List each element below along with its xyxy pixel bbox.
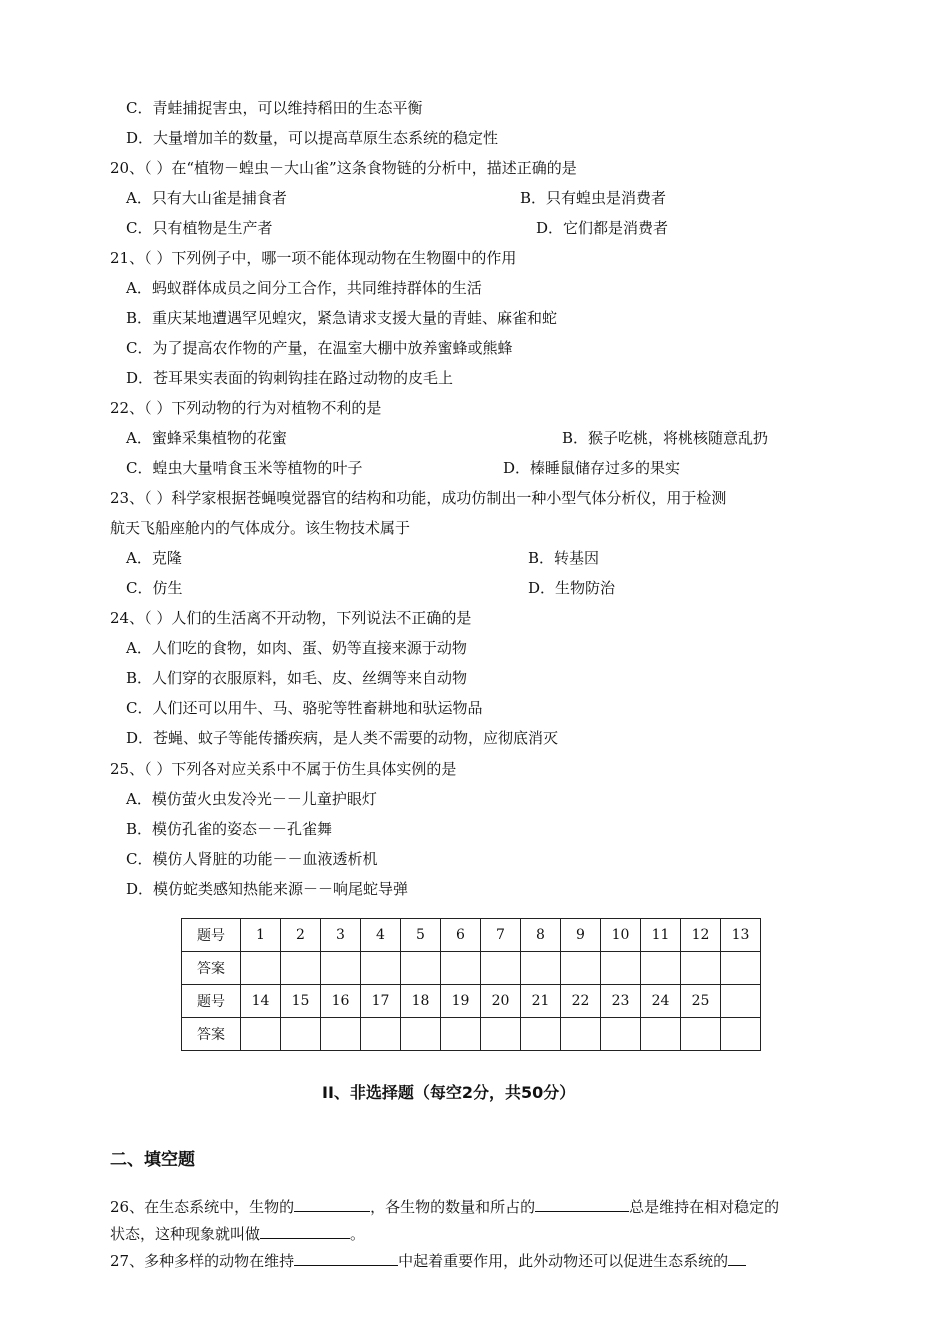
table-row — [182, 1018, 761, 1051]
answer-cell[interactable] — [641, 1018, 681, 1051]
answer-cell[interactable] — [361, 1018, 401, 1051]
row-label-answer: 答案 — [182, 1018, 241, 1051]
question-number-cell: 10 — [601, 919, 641, 952]
question-23: 23、（ ）科学家根据苍蝇嗅觉器官的结构和功能，成功仿制出一种小型气体分析仪，用于检测 — [110, 489, 727, 507]
option-line: A．模仿萤火虫发冷光－－儿童护眼灯 — [126, 790, 377, 808]
question-text: 中起着重要作用，此外动物还可以促进生态系统的 — [398, 1252, 729, 1270]
answer-cell[interactable] — [441, 952, 481, 985]
question-number-cell: 16 — [321, 985, 361, 1018]
option-line: B．模仿孔雀的姿态－－孔雀舞 — [126, 820, 333, 838]
option-line: C．只有植物是生产者 — [126, 219, 273, 237]
answer-cell[interactable] — [481, 952, 521, 985]
answer-cell[interactable] — [721, 952, 761, 985]
question-number-cell: 18 — [401, 985, 441, 1018]
question-21: 21、（ ）下列例子中，哪一项不能体现动物在生物圈中的作用 — [110, 249, 517, 267]
question-24: 24、（ ）人们的生活离不开动物，下列说法不正确的是 — [110, 609, 472, 627]
answer-cell[interactable] — [521, 1018, 561, 1051]
question-number-cell: 19 — [441, 985, 481, 1018]
option-line: C．仿生 — [126, 579, 183, 597]
question-number-cell: 1 — [241, 919, 281, 952]
question-number-cell: 9 — [561, 919, 601, 952]
answer-cell[interactable] — [321, 1018, 361, 1051]
option-line: A．只有大山雀是捕食者 — [126, 189, 287, 207]
question-number-cell — [721, 985, 761, 1018]
question-number-cell: 20 — [481, 985, 521, 1018]
question-number-cell: 12 — [681, 919, 721, 952]
option-line: A．蚂蚁群体成员之间分工合作，共同维持群体的生活 — [126, 279, 482, 297]
option-line: A．克隆 — [126, 549, 182, 567]
answer-cell[interactable] — [721, 1018, 761, 1051]
question-number-cell: 14 — [241, 985, 281, 1018]
answer-cell[interactable] — [241, 952, 281, 985]
answer-cell[interactable] — [481, 1018, 521, 1051]
question-number-cell: 4 — [361, 919, 401, 952]
answer-cell[interactable] — [281, 952, 321, 985]
question-number-cell: 17 — [361, 985, 401, 1018]
option-line: B．重庆某地遭遇罕见蝗灾，紧急请求支援大量的青蛙、麻雀和蛇 — [126, 309, 558, 327]
question-number-cell: 22 — [561, 985, 601, 1018]
row-label-number: 题号 — [182, 919, 241, 952]
answer-cell[interactable] — [401, 1018, 441, 1051]
question-23-cont: 航天飞船座舱内的气体成分。该生物技术属于 — [110, 519, 411, 537]
answer-cell[interactable] — [241, 1018, 281, 1051]
table-row — [182, 952, 761, 985]
section-title: II、非选择题（每空2分，共50分） — [322, 1083, 576, 1102]
question-text: ，各生物的数量和所占的 — [370, 1198, 536, 1216]
answer-cell[interactable] — [521, 952, 561, 985]
option-line: C．人们还可以用牛、马、骆驼等牲畜耕地和驮运物品 — [126, 699, 483, 717]
answer-blank[interactable] — [728, 1249, 746, 1266]
question-20: 20、（ ）在“植物－蝗虫－大山雀”这条食物链的分析中，描述正确的是 — [110, 159, 577, 177]
option-line: D．它们都是消费者 — [536, 219, 669, 237]
option-line: A．蜜蜂采集植物的花蜜 — [126, 429, 287, 447]
option-line: D．模仿蛇类感知热能来源－－响尾蛇导弹 — [126, 880, 409, 898]
option-line: B．人们穿的衣服原料，如毛、皮、丝绸等来自动物 — [126, 669, 468, 687]
question-number-cell: 11 — [641, 919, 681, 952]
question-text: 。 — [350, 1225, 366, 1243]
option-line: C．蝗虫大量啃食玉米等植物的叶子 — [126, 459, 363, 477]
table-row — [182, 985, 761, 1018]
question-number-cell: 15 — [281, 985, 321, 1018]
answer-cell[interactable] — [561, 952, 601, 985]
answer-cell[interactable] — [641, 952, 681, 985]
question-number-cell: 2 — [281, 919, 321, 952]
question-number-cell: 3 — [321, 919, 361, 952]
table-row — [182, 919, 761, 952]
option-line: C．为了提高农作物的产量，在温室大棚中放养蜜蜂或熊蜂 — [126, 339, 513, 357]
answer-blank[interactable] — [294, 1249, 398, 1266]
row-label-answer: 答案 — [182, 952, 241, 985]
question-text: 27、多种多样的动物在维持 — [110, 1252, 295, 1270]
answer-blank[interactable] — [294, 1195, 370, 1212]
answer-cell[interactable] — [681, 952, 721, 985]
option-line: A．人们吃的食物，如肉、蛋、奶等直接来源于动物 — [126, 639, 467, 657]
row-label-number: 题号 — [182, 985, 241, 1018]
question-22: 22、（ ）下列动物的行为对植物不利的是 — [110, 399, 382, 417]
answer-blank[interactable] — [260, 1222, 350, 1239]
question-number-cell: 23 — [601, 985, 641, 1018]
answer-cell[interactable] — [441, 1018, 481, 1051]
question-text: 26、在生态系统中，生物的 — [110, 1198, 295, 1216]
question-number-cell: 21 — [521, 985, 561, 1018]
question-text: 状态，这种现象就叫做 — [110, 1225, 261, 1243]
question-number-cell: 6 — [441, 919, 481, 952]
answer-blank[interactable] — [535, 1195, 629, 1212]
answer-table — [181, 918, 761, 1051]
question-text: 总是维持在相对稳定的 — [629, 1198, 780, 1216]
question-number-cell: 24 — [641, 985, 681, 1018]
question-number-cell: 13 — [721, 919, 761, 952]
answer-cell[interactable] — [601, 952, 641, 985]
option-line: D．大量增加羊的数量，可以提高草原生态系统的稳定性 — [126, 129, 499, 147]
answer-cell[interactable] — [561, 1018, 601, 1051]
question-number-cell: 8 — [521, 919, 561, 952]
answer-cell[interactable] — [281, 1018, 321, 1051]
option-line: D．苍蝇、蚊子等能传播疾病，是人类不需要的动物，应彻底消灭 — [126, 729, 559, 747]
option-line: D．榛睡鼠储存过多的果实 — [503, 459, 681, 477]
option-line: D．苍耳果实表面的钩刺钩挂在路过动物的皮毛上 — [126, 369, 454, 387]
option-line: B．猴子吃桃，将桃核随意乱扔 — [562, 429, 769, 447]
question-number-cell: 25 — [681, 985, 721, 1018]
answer-cell[interactable] — [321, 952, 361, 985]
answer-cell[interactable] — [361, 952, 401, 985]
question-26-cont — [110, 1222, 365, 1244]
question-25: 25、（ ）下列各对应关系中不属于仿生具体实例的是 — [110, 760, 457, 778]
question-27 — [110, 1249, 746, 1271]
option-line: B．只有蝗虫是消费者 — [520, 189, 667, 207]
option-line: C．模仿人肾脏的功能－－血液透析机 — [126, 850, 378, 868]
answer-cell[interactable] — [401, 952, 441, 985]
option-line: B．转基因 — [528, 549, 600, 567]
answer-cell[interactable] — [601, 1018, 641, 1051]
fill-in-heading: 二、填空题 — [110, 1150, 195, 1170]
option-line: C．青蛙捕捉害虫，可以维持稻田的生态平衡 — [126, 99, 423, 117]
answer-cell[interactable] — [681, 1018, 721, 1051]
question-26 — [110, 1195, 779, 1217]
question-number-cell: 7 — [481, 919, 521, 952]
question-number-cell: 5 — [401, 919, 441, 952]
option-line: D．生物防治 — [528, 579, 616, 597]
